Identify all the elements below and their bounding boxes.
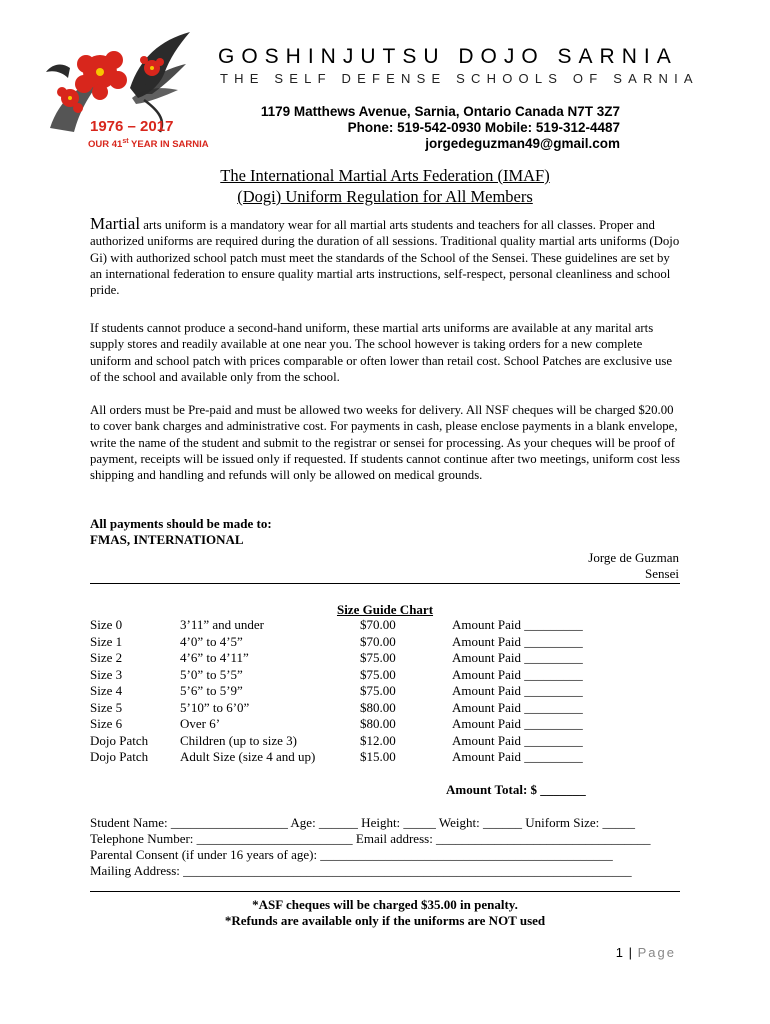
price-value: $80.00 [360,699,396,715]
price-value: $15.00 [360,749,396,764]
size-chart-row [90,700,583,717]
paragraph-payment-policy: All orders must be Pre-paid and must be allowed two weeks for delivery. All NSF cheques will be charged $20.00 to cover bank charges and administrative cost. For payments in cash, please enclose payments in a blank envelope, write the name of the student and submit to the registrar or sensei for processing. As your cheques will be proof of payment, receipts will be issued only if requested. If students cannot continue after two meetings, uniform cost less shipping and handling and refunds will only be allowed on medical grounds. [90,403,680,483]
height-range: 4’6” to 4’11” [180,650,249,665]
size-chart-row [90,716,583,733]
price-value: $12.00 [360,732,396,748]
height-range: Over 6’ [180,716,221,731]
price-value: $70.00 [360,617,396,632]
contact-block [240,104,620,152]
email-line: jorgedeguzman49@gmail.com [425,136,620,151]
size-label: Dojo Patch [90,732,149,748]
signer-name: Jorge de Guzman [588,550,679,565]
size-label: Size 2 [90,650,123,665]
paragraph-uniform-requirement: Martial arts uniform is a mandatory wear for all martial arts students and teachers for all classes. Proper and authorized uniforms are required during the duration of all sessions. Traditional quality martial arts uniforms (Dojo Gi) with authorized school patch must meet the standards of the School of the Sensei. These guidelines are set by an international federation to ensure quality martial arts instructions, self-respect, personal cleanliness and school pride. [90,214,680,298]
size-chart-row [90,634,583,651]
amount-paid-field[interactable]: Amount Paid _________ [452,666,583,682]
signature-block [588,550,679,582]
signer-title: Sensei [645,566,679,581]
divider-top [90,583,680,584]
amount-total-field[interactable]: Amount Total: $ _______ [446,782,586,797]
price-value: $70.00 [360,633,396,649]
size-label: Size 4 [90,683,123,698]
page-word: Page [637,945,676,960]
nsf-penalty-notice: *ASF cheques will be charged $35.00 in penalty. [252,897,518,912]
size-chart-row [90,650,583,667]
size-label: Size 6 [90,716,123,731]
size-label: Size 3 [90,666,123,682]
amount-paid-field[interactable]: Amount Paid _________ [452,699,583,715]
size-chart-row [90,667,583,684]
height-range: Adult Size (size 4 and up) [180,749,316,764]
payment-instruction: All payments should be made to: [90,516,272,531]
payee-name: FMAS, INTERNATIONAL [90,532,244,547]
amount-paid-field[interactable]: Amount Paid _________ [452,749,583,764]
price-value: $75.00 [360,683,396,698]
parental-consent-line[interactable]: Parental Consent (if under 16 years of age): _____________________________________________ [90,847,613,862]
years-label: 1976 – 2017 [90,118,174,135]
size-chart-row [90,733,583,750]
amount-paid-field[interactable]: Amount Paid _________ [452,732,583,748]
divider-bottom [90,891,680,892]
page-separator: | [624,945,638,960]
size-label: Size 5 [90,699,123,715]
amount-paid-field[interactable]: Amount Paid _________ [452,716,583,731]
price-value: $75.00 [360,650,396,665]
size-chart-row [90,749,583,766]
height-range: Children (up to size 3) [180,732,297,748]
page-number: 1 [615,945,625,960]
height-range: 5’0” to 5’5” [180,666,243,682]
height-range: 3’11” and under [180,617,264,632]
mailing-address-line[interactable]: Mailing Address: _____________________________________________________________________ [90,863,632,878]
price-value: $80.00 [360,716,396,731]
size-label: Size 1 [90,633,123,649]
amount-paid-field[interactable]: Amount Paid _________ [452,633,583,649]
page-footer [616,945,676,960]
size-chart-row [90,617,583,634]
contact-info-line[interactable]: Telephone Number: ________________________ Email address: _________________________________ [90,831,651,846]
refund-notice: *Refunds are available only if the uniforms are NOT used [224,913,546,928]
phone-line: Phone: 519-542-0930 Mobile: 519-312-4487 [347,120,620,135]
address-line: 1179 Matthews Avenue, Sarnia, Ontario Canada N7T 3Z7 [260,104,620,119]
height-range: 5’6” to 5’9” [180,683,243,698]
document-title-line1: The International Martial Arts Federation (IMAF) [220,166,550,185]
size-label: Size 0 [90,617,123,632]
height-range: 5’10” to 6’0” [180,699,250,715]
amount-paid-field[interactable]: Amount Paid _________ [452,617,583,632]
size-chart-title: Size Guide Chart [336,602,434,617]
anniversary-label: OUR 41st YEAR IN SARNIA [88,138,209,151]
price-value: $75.00 [360,666,396,682]
size-label: Dojo Patch [90,749,149,764]
size-chart-table [90,617,583,766]
school-subtitle: THE SELF DEFENSE SCHOOLS OF SARNIA [220,71,699,86]
school-title: GOSHINJUTSU DOJO SARNIA [218,45,678,68]
paragraph-availability: If students cannot produce a second-hand uniform, these martial arts uniforms are available at any marital arts supply stores and readily available at one near you. The school however is taking orders for a new complete uniform and school patch with prices comparable or often lower than retail cost. School Patches are exclusive use of the school and available only from the school. [90,321,673,384]
height-range: 4’0” to 4’5” [180,633,243,649]
amount-paid-field[interactable]: Amount Paid _________ [452,650,583,665]
amount-paid-field[interactable]: Amount Paid _________ [452,683,583,698]
student-info-line[interactable]: Student Name: __________________ Age: ______ Height: _____ Weight: ______ Uniform Size: _____ [90,815,636,830]
size-chart-row [90,683,583,700]
document-title-line2: (Dogi) Uniform Regulation for All Members [237,187,533,206]
